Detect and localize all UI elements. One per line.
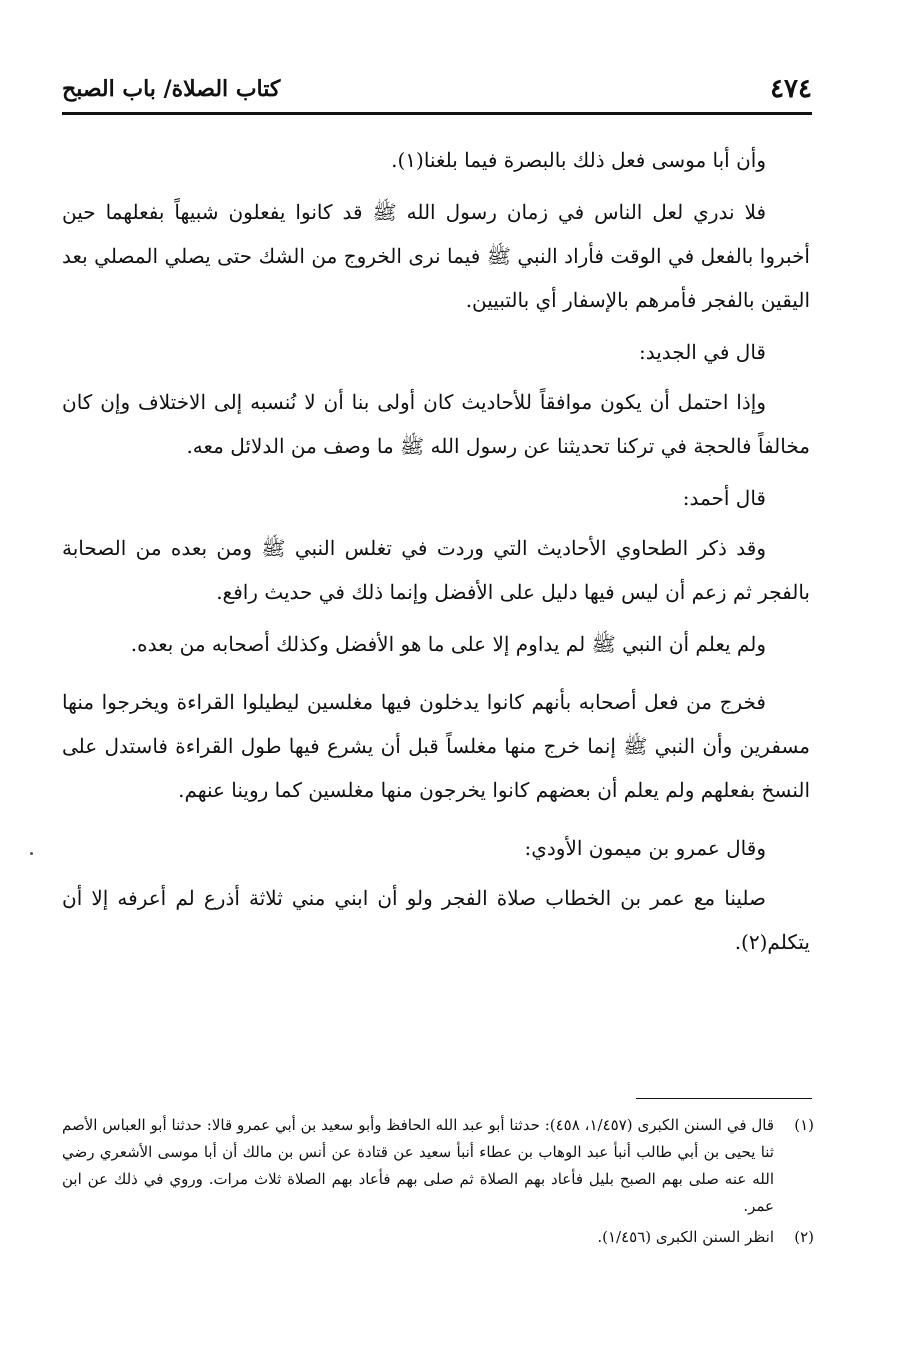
main-text [62,138,810,972]
footnote [62,1224,814,1251]
footnote-marker: (٢) [794,1228,814,1246]
paragraph: فخرج من فعل أصحابه بأنهم كانوا يدخلون فيها مغلسين ليطيلوا القراءة ويخرجوا منها مسفرين وأن النبي ﷺ إنما خرج منها مغلساً قبل أن يشرع فيها طول القراءة فاستدل على النسخ بفعلهم ولم يعلم أن بعضهم كانوا يخرجون منها مغلسين كما روينا عنهم. [62,690,810,802]
section-heading: قال أحمد: [682,486,766,510]
paragraph: وإذا احتمل أن يكون موافقاً للأحاديث كان أولى بنا أن لا نُنسبه إلى الاختلاف وإن كان مخالفاً فالحجة في تركنا تحديثنا عن رسول الله ﷺ ما وصف من الدلائل معه. [62,390,810,458]
paragraph: فلا ندري لعل الناس في زمان رسول الله ﷺ قد كانوا يفعلون شبيهاً بفعلهما حين أخبروا بالفعل في الوقت فأراد النبي ﷺ فيما نرى الخروج من الشك حتى يصلي المصلي بعد اليقين بالفجر فأمرهم بالإسفار أي بالتبيين. [62,200,810,312]
paragraph: وأن أبا موسى فعل ذلك بالبصرة فيما بلغنا(١). [391,148,766,172]
paragraph: ولم يعلم أن النبي ﷺ لم يداوم إلا على ما هو الأفضل وكذلك أصحابه من بعده. [130,632,766,656]
header-divider [62,112,812,115]
footnote-divider [636,1098,812,1099]
footnotes [62,1112,814,1255]
page-header [62,68,812,110]
section-heading: وقال عمرو بن ميمون الأودي: [524,836,766,860]
section-heading: قال في الجديد: [639,340,766,364]
paragraph: صلينا مع عمر بن الخطاب صلاة الفجر ولو أن ابني مني ثلاثة أذرع لم أعرفه إلا أن يتكلم(٢). [62,886,810,954]
footnote-text: قال في السنن الكبرى (١/٤٥٧، ٤٥٨): حدثنا أبو عبد الله الحافظ وأبو سعيد بن أبي عمرو قالا: حدثنا أبو العباس الأصم ثنا يحيى بن أبي طالب أنبأ عبد الوهاب بن عطاء أنبأ سعيد عن قتادة عن أنس بن مالك أن أبا موسى الأشعري رضي الله عنه صلى بهم الصبح بليل فأعاد بهم الصلاة ثم صلى بهم فأعاد بهم الصلاة ثلاث مرات. وروي في ذلك عن ابن عمر. [62,1116,774,1215]
scan-speck [30,852,33,855]
running-title: كتاب الصلاة/ باب الصبح [62,76,281,102]
paragraph: وقد ذكر الطحاوي الأحاديث التي وردت في تغلس النبي ﷺ ومن بعده من الصحابة بالفجر ثم زعم أن ليس فيها دليل على الأفضل وإنما ذلك في حديث رافع. [62,536,810,604]
footnote [62,1112,814,1220]
page-number: ٤٧٤ [770,74,812,104]
footnote-marker: (١) [794,1116,814,1134]
footnote-text: انظر السنن الكبرى (١/٤٥٦). [597,1228,774,1246]
